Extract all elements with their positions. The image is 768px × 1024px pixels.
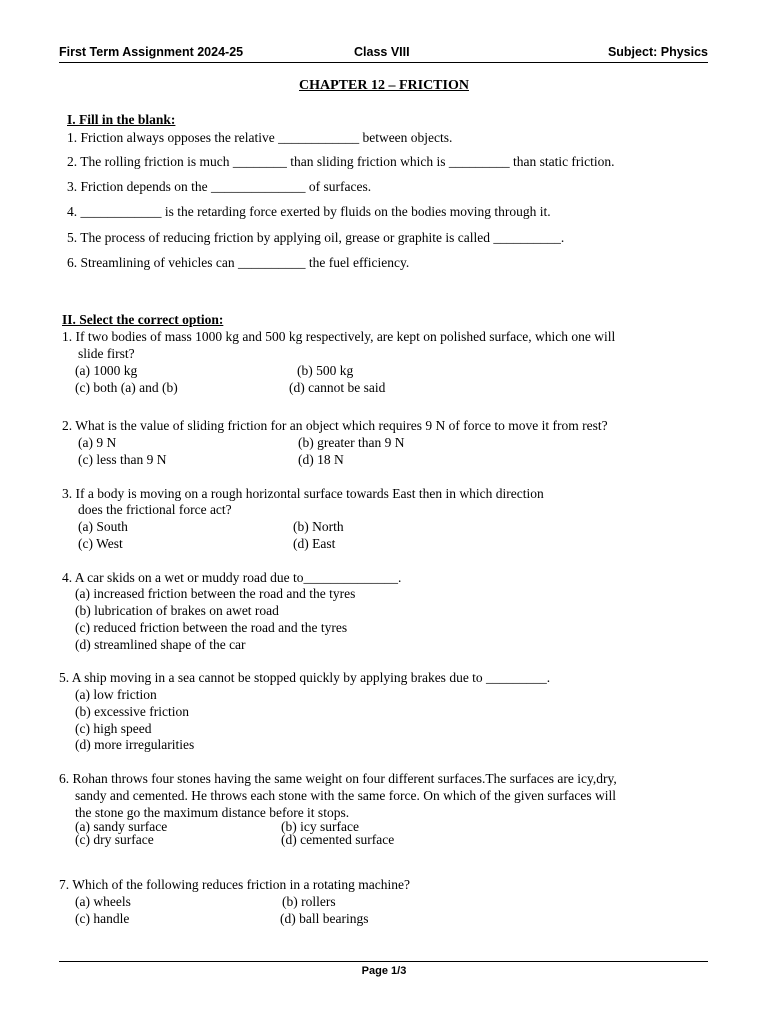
question-3-option-d: (d) East bbox=[293, 536, 336, 551]
question-2-option-d: (d) 18 N bbox=[298, 452, 344, 467]
question-7-option-b: (b) rollers bbox=[282, 894, 336, 909]
footer-divider bbox=[59, 961, 708, 962]
question-7-option-a: (a) wheels bbox=[75, 894, 131, 909]
question-5-option-a: (a) low friction bbox=[75, 687, 157, 702]
question-1-option-b: (b) 500 kg bbox=[297, 363, 354, 378]
question-2-option-c: (c) less than 9 N bbox=[78, 452, 167, 467]
page-header bbox=[59, 44, 708, 63]
question-4-option-b: (b) lubrication of brakes on awet road bbox=[75, 603, 279, 618]
question-6-text-cont-1: sandy and cemented. He throws each stone with the same force. On which of the given surfaces will bbox=[75, 788, 616, 803]
question-6-option-c: (c) dry surface bbox=[75, 832, 154, 847]
question-7-text: 7. Which of the following reduces friction in a rotating machine? bbox=[59, 877, 411, 892]
question-1-text: 1. If two bodies of mass 1000 kg and 500 kg respectively, are kept on polished surface, which one will bbox=[62, 329, 616, 344]
question-4-option-d: (d) streamlined shape of the car bbox=[75, 637, 246, 652]
question-6-text: 6. Rohan throws four stones having the same weight on four different surfaces.The surfaces are icy,dry, bbox=[59, 771, 617, 786]
page-number: Page 1/3 bbox=[361, 965, 407, 977]
header-class: Class VIII bbox=[354, 45, 410, 59]
question-6-option-d: (d) cemented surface bbox=[281, 832, 395, 847]
section-1-heading: I. Fill in the blank: bbox=[67, 112, 176, 127]
fill-blank-3: 3. Friction depends on the ______________ of surfaces. bbox=[67, 179, 372, 194]
question-4-option-c: (c) reduced friction between the road and the tyres bbox=[75, 620, 348, 635]
section-2-heading: II. Select the correct option: bbox=[62, 312, 224, 327]
question-3-text-cont: does the frictional force act? bbox=[78, 502, 232, 517]
question-6-option-a: (a) sandy surface bbox=[75, 819, 168, 834]
header-assignment: First Term Assignment 2024-25 bbox=[59, 45, 244, 59]
fill-blank-2: 2. The rolling friction is much ________ than sliding friction which is _________ than static friction. bbox=[67, 154, 615, 169]
chapter-title: CHAPTER 12 – FRICTION bbox=[299, 78, 469, 93]
question-7-option-c: (c) handle bbox=[75, 911, 130, 926]
question-1-option-c: (c) both (a) and (b) bbox=[75, 380, 178, 395]
question-4-text: 4. A car skids on a wet or muddy road due to______________. bbox=[62, 570, 402, 585]
question-3-text: 3. If a body is moving on a rough horizontal surface towards East then in which direction bbox=[62, 486, 544, 501]
header-subject: Subject: Physics bbox=[607, 45, 708, 59]
question-3-option-b: (b) North bbox=[293, 519, 344, 534]
question-6-text-cont-2: the stone go the maximum distance before it stops. bbox=[75, 805, 350, 820]
fill-blank-6: 6. Streamlining of vehicles can __________ the fuel efficiency. bbox=[67, 255, 410, 270]
question-3-option-a: (a) South bbox=[78, 519, 128, 534]
question-5-option-d: (d) more irregularities bbox=[75, 737, 195, 752]
fill-blank-1: 1. Friction always opposes the relative ____________ between objects. bbox=[67, 130, 453, 145]
fill-blank-5: 5. The process of reducing friction by applying oil, grease or graphite is called __________. bbox=[67, 230, 565, 245]
question-6-option-b: (b) icy surface bbox=[281, 819, 359, 834]
question-2-option-b: (b) greater than 9 N bbox=[298, 435, 405, 450]
fill-blank-4: 4. ____________ is the retarding force exerted by fluids on the bodies moving through it. bbox=[67, 204, 551, 219]
question-5-option-c: (c) high speed bbox=[75, 721, 152, 736]
question-5-text: 5. A ship moving in a sea cannot be stopped quickly by applying brakes due to _________. bbox=[59, 670, 551, 685]
question-3-option-c: (c) West bbox=[78, 536, 123, 551]
question-1-option-d: (d) cannot be said bbox=[289, 380, 386, 395]
question-2-option-a: (a) 9 N bbox=[78, 435, 117, 450]
question-1-option-a: (a) 1000 kg bbox=[75, 363, 138, 378]
question-5-option-b: (b) excessive friction bbox=[75, 704, 189, 719]
question-4-option-a: (a) increased friction between the road and the tyres bbox=[75, 586, 356, 601]
question-2-text: 2. What is the value of sliding friction for an object which requires 9 N of force to move it from rest? bbox=[62, 418, 608, 433]
question-1-text-cont: slide first? bbox=[78, 346, 135, 361]
question-7-option-d: (d) ball bearings bbox=[280, 911, 369, 926]
